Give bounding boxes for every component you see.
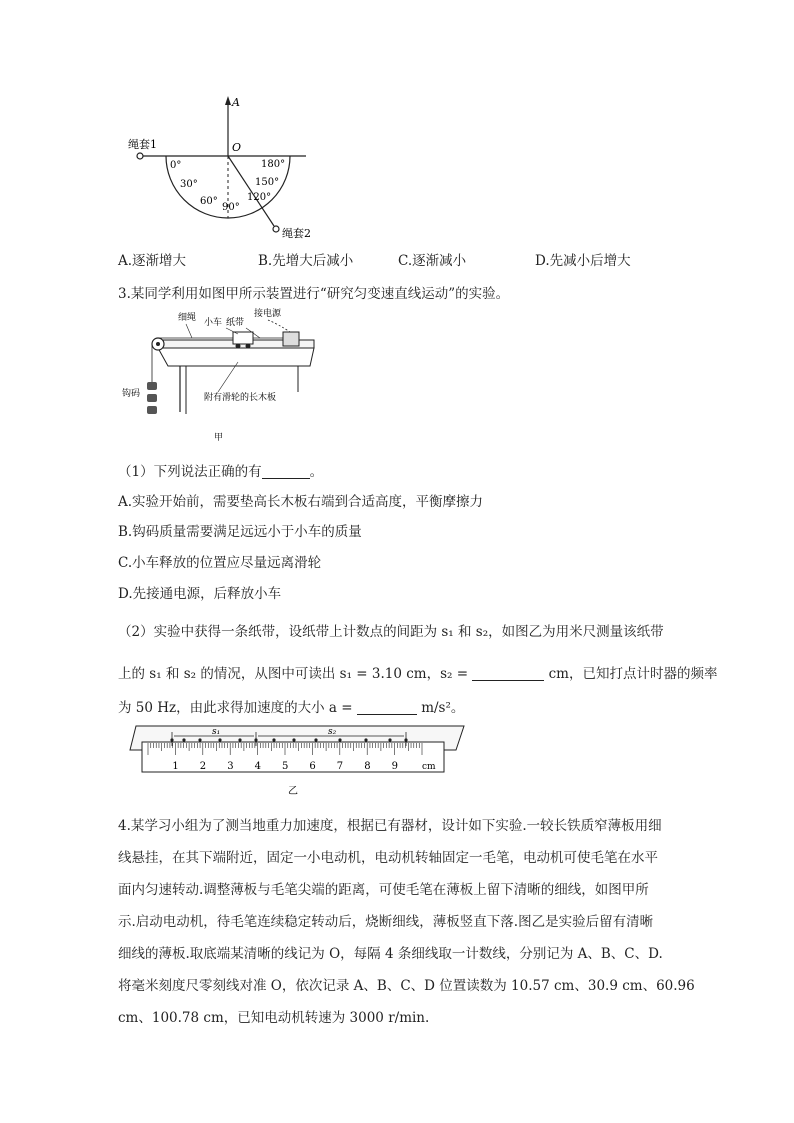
label-tape: 纸带 — [226, 318, 245, 328]
ruler-tick-label: 9 — [391, 761, 398, 772]
ruler-tick-label: 5 — [282, 761, 289, 772]
option-b: B.先增大后减小 — [258, 253, 354, 269]
angle-180: 180° — [261, 159, 286, 170]
tape-dot — [404, 738, 407, 741]
tape-dot — [170, 738, 173, 741]
answer-blank-1[interactable] — [262, 464, 310, 479]
label-cart: 小车 — [204, 318, 223, 328]
angle-30: 30° — [180, 179, 198, 190]
label-rope: 细绳 — [178, 313, 197, 323]
angle-90: 90° — [222, 202, 240, 213]
caption-jia: 甲 — [214, 433, 224, 443]
q3-part2-line2 — [118, 662, 718, 682]
q4-line-7: cm、100.78 cm，已知电动机转速为 3000 r/min. — [118, 1010, 430, 1026]
q4-line-3: 面内匀速转动.调整薄板与毛笔尖端的距离，可使毛笔在薄板上留下清晰的细线，如图甲所 — [118, 882, 649, 898]
ruler-tick-label: 6 — [309, 761, 316, 772]
rope1-label: 绳套1 — [128, 138, 157, 151]
label-s2: s₂ — [328, 727, 337, 737]
answer-blank-s2[interactable] — [472, 666, 544, 681]
ruler-tick-label: 2 — [199, 761, 207, 772]
ruler-tick-label: 3 — [227, 761, 234, 772]
q3-part2-line3 — [118, 696, 464, 716]
ruler-tick-label: 7 — [336, 761, 344, 772]
option-a: A.逐渐增大 — [118, 253, 187, 269]
q4-line-5: 细线的薄板.取底端某清晰的线记为 O，每隔 4 条细线取一计数线，分别记为 A、B、C、D. — [118, 946, 663, 962]
label-o: O — [232, 141, 242, 154]
ruler-figure — [128, 722, 468, 796]
q4-line-1: 4.某学习小组为了测当地重力加速度，根据已有器材，设计如下实验.一较长铁质窄薄板用细 — [118, 818, 662, 834]
part2-line2-a: 上的 s₁ 和 s₂ 的情况，从图中可读出 s₁ = 3.10 cm，s₂ = — [118, 666, 469, 682]
q3-stem: 3.某同学利用如图甲所示装置进行“研究匀变速直线运动”的实验。 — [118, 286, 510, 302]
protractor-figure — [128, 92, 311, 242]
q3-opt-d: D.先接通电源，后释放小车 — [118, 586, 282, 602]
q4-line-4: 示.启动电动机，待毛笔连续稳定转动后，烧断细线，薄板竖直下落.图乙是实验后留有清晰 — [118, 914, 654, 930]
tape-dot — [272, 738, 275, 741]
answer-blank-a[interactable] — [357, 700, 417, 715]
ruler-tick-label: 8 — [364, 761, 371, 772]
angle-60: 60° — [200, 196, 218, 207]
rope2-label: 绳套2 — [282, 227, 311, 240]
q4-line-2: 线悬挂，在其下端附近，固定一小电动机，电动机转轴固定一毛笔，电动机可使毛笔在水平 — [118, 850, 658, 866]
q3-part2-line1: （2）实验中获得一条纸带，设纸带上计数点的间距为 s₁ 和 s₂，如图乙为用米尺测量该纸带 — [118, 624, 664, 640]
label-a: A — [232, 96, 240, 109]
part2-line3-b: m/s²。 — [421, 700, 465, 716]
tape-dot — [314, 738, 317, 741]
q3-opt-c: C.小车释放的位置应尽量远离滑轮 — [118, 555, 322, 571]
tape-dot — [182, 738, 185, 741]
label-weights: 钩码 — [122, 389, 141, 399]
part1-prefix: （1）下列说法正确的有 — [118, 464, 262, 480]
tape-dot — [238, 738, 241, 741]
part2-line2-b: cm，已知打点计时器的频率 — [548, 666, 718, 682]
tape-dot — [218, 738, 221, 741]
option-d: D.先减小后增大 — [535, 253, 631, 269]
tape-dot — [254, 738, 257, 741]
part2-line3-a: 为 50 Hz，由此求得加速度的大小 a = — [118, 700, 353, 716]
label-board: 附有滑轮的长木板 — [204, 393, 277, 403]
tape-dot — [292, 738, 295, 741]
q3-opt-a: A.实验开始前，需要垫高长木板右端到合适高度，平衡摩擦力 — [118, 494, 484, 510]
tape-dot — [198, 738, 201, 741]
tape-dot — [338, 738, 341, 741]
angle-150: 150° — [255, 177, 280, 188]
tape-dot — [388, 738, 391, 741]
option-c: C.逐渐减小 — [398, 253, 467, 269]
label-s1: s₁ — [212, 727, 221, 737]
caption-yi: 乙 — [288, 786, 298, 797]
q4-line-6: 将毫米刻度尺零刻线对准 O，依次记录 A、B、C、D 位置读数为 10.57 cm、30.9 cm、60.96 — [118, 978, 695, 994]
label-power: 接电源 — [254, 309, 282, 319]
q3-part1 — [118, 460, 323, 480]
part1-suffix: 。 — [309, 464, 324, 480]
ruler-unit: cm — [422, 762, 436, 772]
angle-0: 0° — [170, 160, 182, 171]
ruler-tick-label: 1 — [172, 761, 179, 772]
q3-opt-b: B.钩码质量需要满足远远小于小车的质量 — [118, 524, 362, 540]
ruler-tick-label: 4 — [254, 761, 261, 772]
angle-120: 120° — [247, 192, 272, 203]
tape-dot — [364, 738, 367, 741]
apparatus-figure — [118, 304, 328, 444]
